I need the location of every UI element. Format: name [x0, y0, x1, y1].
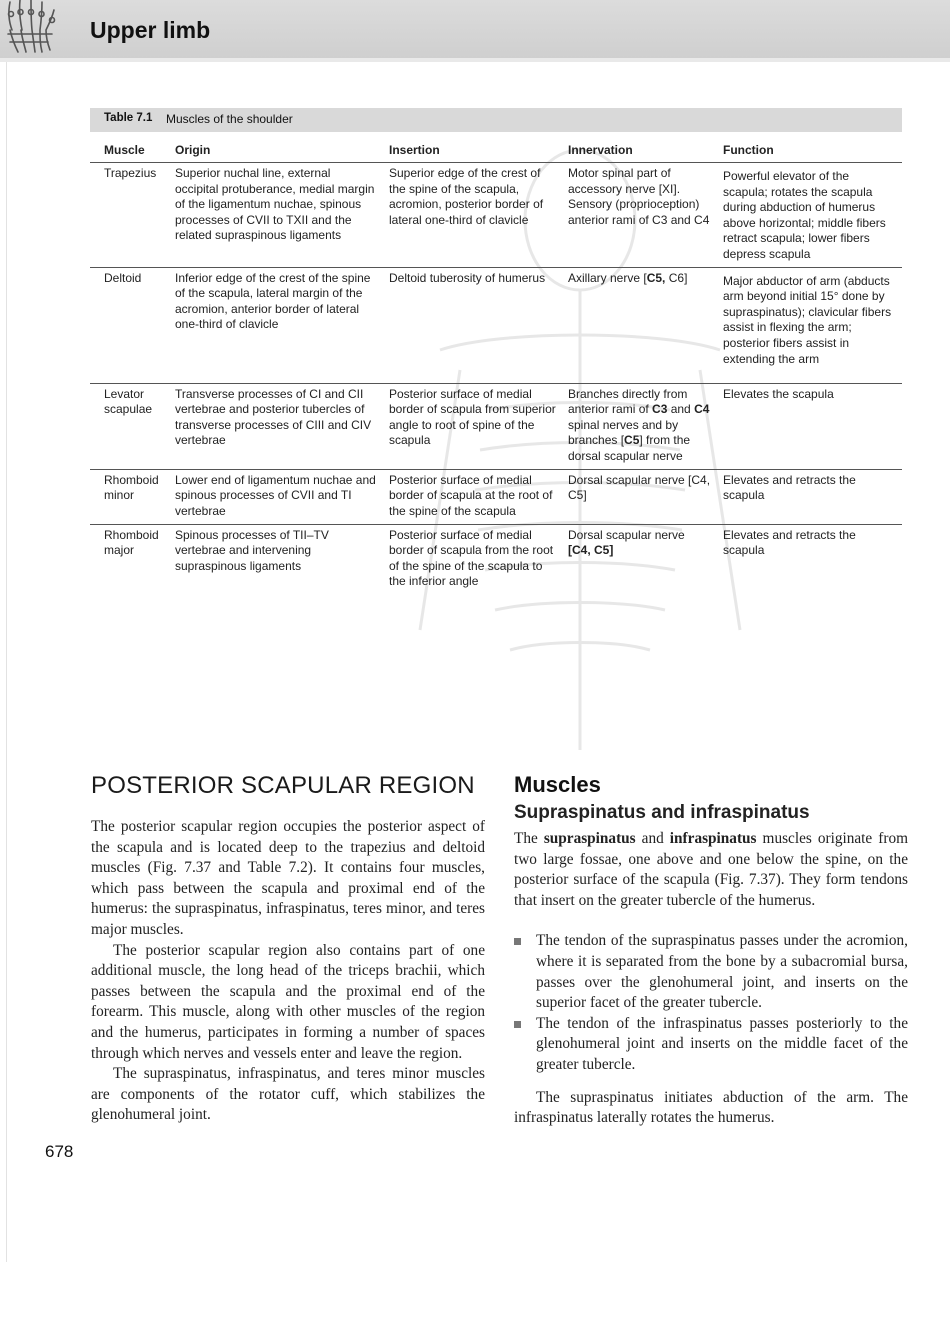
cell-origin: Spinous processes of TII–TV vertebrae and intervening supraspinous ligaments: [175, 527, 329, 573]
table-row: [90, 383, 902, 469]
page-number: 678: [45, 1142, 74, 1161]
innervation-text: Axillary nerve [: [568, 270, 647, 285]
cell-origin: Superior nuchal line, external occipital protuberance, medial margin of the ligamentum nuchae, spinous processes of CVII to TXII and the related supraspinous ligaments: [175, 166, 375, 243]
intro-paragraph: [514, 829, 908, 911]
innervation-bold: [C4, C5]: [568, 543, 614, 558]
cell-origin: Transverse processes of CI and CII vertebrae and posterior tubercles of transverse processes of CIII and CIV vertebrae: [175, 386, 372, 448]
column-header-muscle: Muscle: [90, 132, 167, 163]
hand-skeleton-icon: [2, 0, 66, 54]
table-header-row: [90, 132, 902, 163]
cell-function: Elevates and retracts the scapula: [723, 472, 856, 503]
cell-insertion: Posterior surface of medial border of scapula from the root of the spine of the scapula to the inferior angle: [389, 527, 554, 589]
cell-insertion: Superior edge of the crest of the spine of the scapula, acromion, posterior border of lateral one-third of clavicle: [389, 166, 544, 227]
table-number: Table 7.1: [104, 112, 153, 124]
cell-insertion: Posterior surface of medial border of scapula from superior angle to root of spine of the scapula: [389, 386, 556, 448]
left-text-column: [91, 817, 485, 1126]
section-heading: POSTERIOR SCAPULAR REGION: [91, 772, 475, 799]
cell-origin: Lower end of ligamentum nuchae and spinous processes of CVII and TI vertebrae: [175, 472, 376, 518]
cell-innervation: [562, 524, 719, 594]
table-title: Muscles of the shoulder: [166, 112, 293, 126]
column-header-function: Function: [719, 132, 902, 163]
table-caption: [90, 108, 902, 132]
list-item: [514, 1014, 908, 1076]
intro-text: and: [635, 830, 670, 847]
innervation-bold: C5: [624, 433, 640, 448]
innervation-text: C6]: [665, 270, 688, 285]
intro-text: muscles originate from two large fossae, one above and one below the spine, on the posterior surface of the scapula (Fig. 7.37). They form tendons that insert on the greater tubercle of the humerus.: [514, 830, 908, 909]
innervation-bold: C5,: [646, 270, 666, 285]
innervation-bold: C3: [652, 402, 668, 417]
chapter-header: [0, 0, 950, 58]
innervation-text: spinal nerves and by branches [: [568, 417, 679, 448]
page-edge-line: [6, 62, 7, 1262]
table-row: [90, 524, 902, 594]
table-row: [90, 469, 902, 524]
list-item: [514, 931, 908, 1013]
bullet-square-icon: [514, 1021, 521, 1028]
cell-function: Major abductor of arm (abducts arm beyond initial 15° done by supraspinatus); clavicular fibers assist in flexing the arm; posterior fibers assist in extending the arm: [723, 273, 892, 366]
cell-insertion: Deltoid tuberosity of humerus: [389, 270, 546, 285]
cell-insertion: Posterior surface of medial border of scapula at the root of the spine of the scapula: [389, 472, 553, 518]
cell-muscle: Levator scapulae: [104, 386, 153, 417]
column-header-origin: Origin: [167, 132, 383, 163]
paragraph: The posterior scapular region occupies the posterior aspect of the scapula and is located deep to the trapezius and deltoid muscles (Fig. 7.37 and Table 7.2). It contains four muscles, which pass between the scapula and proximal end of the humerus: the supraspinatus, infraspinatus, teres minor, and teres major muscles.: [91, 818, 485, 938]
column-header-innervation: Innervation: [562, 132, 719, 163]
cell-innervation: [562, 267, 719, 383]
cell-function: Elevates the scapula: [723, 386, 834, 401]
cell-function: Powerful elevator of the scapula; rotates the scapula during abduction of humerus above horizontal; middle fibers retract scapula; lower fibers depress scapula: [723, 169, 886, 261]
bullet-square-icon: [514, 938, 521, 945]
intro-text: The: [514, 830, 544, 847]
muscles-table: [90, 132, 902, 594]
chapter-title: Upper limb: [90, 17, 211, 43]
column-header-insertion: Insertion: [383, 132, 562, 163]
cell-muscle: Trapezius: [104, 166, 157, 180]
intro-bold-term: supraspinatus: [543, 830, 636, 847]
list-item-text: The tendon of the infraspinatus passes posteriorly to the glenohumeral joint and inserts on the middle facet of the greater tubercle.: [536, 1014, 908, 1073]
cell-origin: Inferior edge of the crest of the spine of the scapula, lateral margin of the acromion, anterior border of lateral one-third of clavicle: [175, 270, 371, 332]
list-item-text: The tendon of the supraspinatus passes under the acromion, where it is separated from the bone by a subacromial bursa, passes over the glenohumeral joint, and inserts on the superior facet of the greater tubercle.: [536, 932, 908, 1012]
cell-innervation: Motor spinal part of accessory nerve [XI]. Sensory (proprioception) anterior rami of C3 and C4: [568, 166, 710, 227]
paragraph: The posterior scapular region also contains part of one additional muscle, the long head of the triceps brachii, which passes between the scapula and the proximal end of the forearm. This muscle, along with other muscles of the region and the humerus, participates in forming a number of spaces through which nerves and vessels enter and leave the region.: [91, 941, 485, 1062]
cell-muscle: Rhomboid major: [104, 527, 159, 558]
table-row: [90, 267, 902, 383]
muscles-heading: Muscles: [514, 772, 601, 797]
cell-innervation: Dorsal scapular nerve [C4, C5]: [568, 472, 711, 503]
innervation-text: Branches directly from anterior rami of: [568, 386, 688, 417]
cell-innervation: [562, 383, 719, 469]
paragraph: The supraspinatus, infraspinatus, and teres minor muscles are components of the rotator cuff, which stabilizes the glenohumeral joint.: [91, 1065, 485, 1124]
bullet-list: [514, 931, 908, 1075]
innervation-text: Dorsal scapular nerve: [568, 527, 685, 542]
cell-function: Elevates and retracts the scapula: [723, 527, 856, 558]
innervation-text: ] from the dorsal scapular nerve: [568, 433, 691, 463]
innervation-text: and: [667, 402, 695, 417]
right-text-column: [514, 772, 908, 1129]
table-row: [90, 163, 902, 268]
cell-muscle: Rhomboid minor: [104, 472, 159, 503]
intro-bold-term: infraspinatus: [669, 830, 757, 847]
cell-muscle: Deltoid: [104, 270, 142, 285]
innervation-bold: C4: [694, 402, 710, 417]
header-divider: [0, 58, 950, 62]
closing-paragraph: The supraspinatus initiates abduction of the arm. The infraspinatus laterally rotates the humerus.: [514, 1088, 908, 1127]
subheading: Supraspinatus and infraspinatus: [514, 802, 810, 823]
